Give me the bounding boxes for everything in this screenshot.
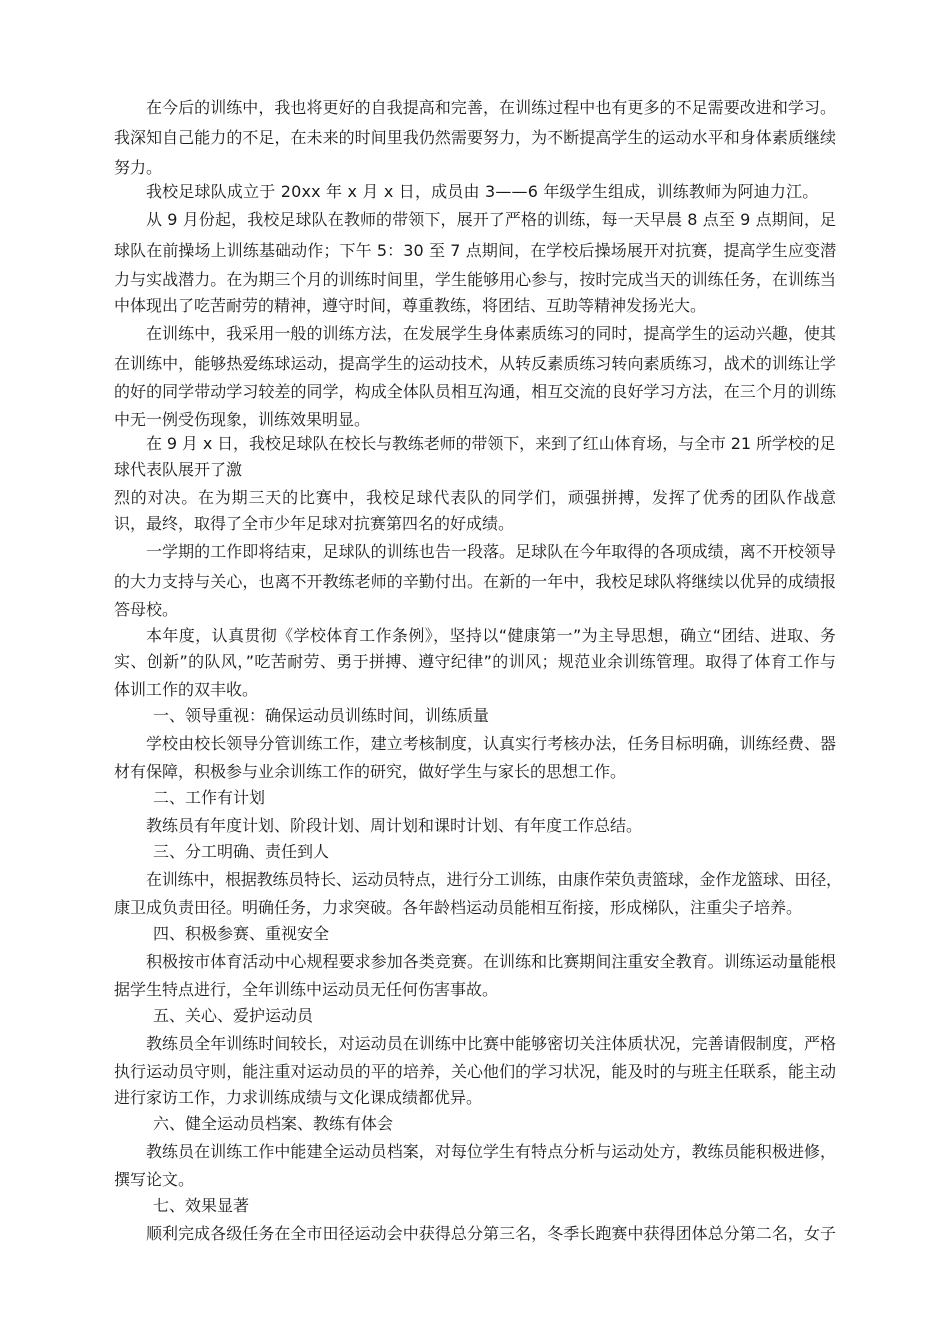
text-line: 中无一例受伤现象，训练效果明显。	[114, 410, 371, 429]
text-line: 材有保障，积极参与业余训练工作的研究，做好学生与家长的思想工作。	[114, 762, 627, 781]
text-line: 顺利完成各级任务在全市田径运动会中获得总分第三名，冬季长跑赛中获得团体总分第二名，女子	[146, 1224, 837, 1243]
text-line: 烈的对决。在为期三天的比赛中，我校足球代表队的同学们，顽强拼搏，发挥了优秀的团队作战意	[114, 488, 837, 507]
text-line: 的好的同学带动学习较差的同学，构成全体队员相互沟通，相互交流的良好学习方法，在三个月的训练	[114, 382, 837, 401]
text-line: 实、创新”的队风，”吃苦耐劳、勇于拼搏、遵守纪律”的训风；规范业余训练管理。取得了体育工作与	[114, 652, 837, 671]
section-heading: 二、工作有计划	[153, 788, 266, 807]
text-line: 力与实战潜力。在为期三个月的训练时间里，学生能够用心参与，按时完成当天的训练任务，在训练当	[114, 270, 837, 289]
text-line: 执行运动员守则，能注重对运动员的平的培养，关心他们的学习状况，能及时的与班主任联系，能主动	[114, 1062, 837, 1081]
section-heading: 三、分工明确、责任到人	[153, 842, 330, 861]
text-line: 我校足球队成立于 20xx 年 x 月 x 日，成员由 3——6 年级学生组成，训练教师为阿迪力江。	[146, 182, 819, 201]
text-line: 球代表队展开了激	[114, 460, 243, 479]
text-line: 从 9 月份起，我校足球队在教师的带领下，展开了严格的训练，每一天早晨 8 点至 9 点期间，足	[146, 210, 837, 229]
text-line: 康卫成负责田径。明确任务，力求突破。各年龄档运动员能相互衔接，形成梯队，注重尖子培养。	[114, 898, 803, 917]
text-line: 体训工作的双丰收。	[114, 680, 259, 699]
text-line: 进行家访工作，力求训练成绩与文化课成绩都优异。	[114, 1088, 483, 1107]
text-line: 我深知自己能力的不足，在未来的时间里我仍然需要努力，为不断提高学生的运动水平和身体素质继续	[114, 128, 837, 147]
text-line: 撰写论文。	[114, 1170, 195, 1189]
text-line: 在今后的训练中，我也将更好的自我提高和完善，在训练过程中也有更多的不足需要改进和学习。	[146, 98, 837, 117]
text-line: 识，最终，取得了全市少年足球对抗赛第四名的好成绩。	[114, 514, 515, 533]
text-line: 中体现出了吃苦耐劳的精神，遵守时间，尊重教练，将团结、互助等精神发扬光大。	[114, 296, 707, 315]
text-line: 教练员全年训练时间较长，对运动员在训练中比赛中能够密切关注体质状况，完善请假制度，严格	[146, 1034, 837, 1053]
section-heading: 六、健全运动员档案、教练有体会	[153, 1114, 394, 1133]
text-line: 努力。	[114, 158, 163, 177]
text-line: 球队在前操场上训练基础动作；下午 5：30 至 7 点期间，在学校后操场展开对抗赛，提高学生应变潜	[114, 241, 837, 260]
section-heading: 四、积极参赛、重视安全	[153, 924, 330, 943]
text-line: 的大力支持与关心，也离不开教练老师的辛勤付出。在新的一年中，我校足球队将继续以优异的成绩报	[114, 572, 837, 591]
text-line: 学校由校长领导分管训练工作，建立考核制度，认真实行考核办法，任务目标明确，训练经费、器	[146, 734, 837, 753]
text-line: 在训练中，能够热爱练球运动，提高学生的运动技术，从转反素质练习转向素质练习，战术的训练让学	[114, 354, 837, 373]
text-line: 在训练中，根据教练员特长、运动员特点，进行分工训练，由康作荣负责篮球，金作龙篮球、田径，	[146, 870, 842, 889]
text-line: 在 9 月 x 日，我校足球队在校长与教练老师的带领下，来到了红山体育场，与全市 21 所学校的足	[146, 434, 836, 453]
section-heading: 五、关心、爱护运动员	[153, 1006, 314, 1025]
text-line: 一学期的工作即将结束，足球队的训练也告一段落。足球队在今年取得的各项成绩，离不开校领导	[146, 542, 837, 561]
text-line: 教练员在训练工作中能建全运动员档案，对每位学生有特点分析与运动处方，教练员能积极进修，	[146, 1142, 837, 1161]
text-line: 教练员有年度计划、阶段计划、周计划和课时计划、有年度工作总结。	[146, 816, 643, 835]
section-heading: 七、效果显著	[153, 1196, 250, 1215]
text-line: 本年度，认真贯彻《学校体育工作条例》，坚持以“健康第一”为主导思想，确立“团结、进取、务	[146, 626, 837, 645]
text-line: 据学生特点进行，全年训练中运动员无任何伤害事故。	[114, 980, 499, 999]
section-heading: 一、领导重视：确保运动员训练时间，训练质量	[153, 706, 490, 725]
text-line: 在训练中，我采用一般的训练方法，在发展学生身体素质练习的同时，提高学生的运动兴趣，使其	[146, 324, 837, 343]
text-line: 积极按市体育活动中心规程要求参加各类竞赛。在训练和比赛期间注重安全教育。训练运动量能根	[146, 952, 837, 971]
text-line: 答母校。	[114, 600, 179, 619]
